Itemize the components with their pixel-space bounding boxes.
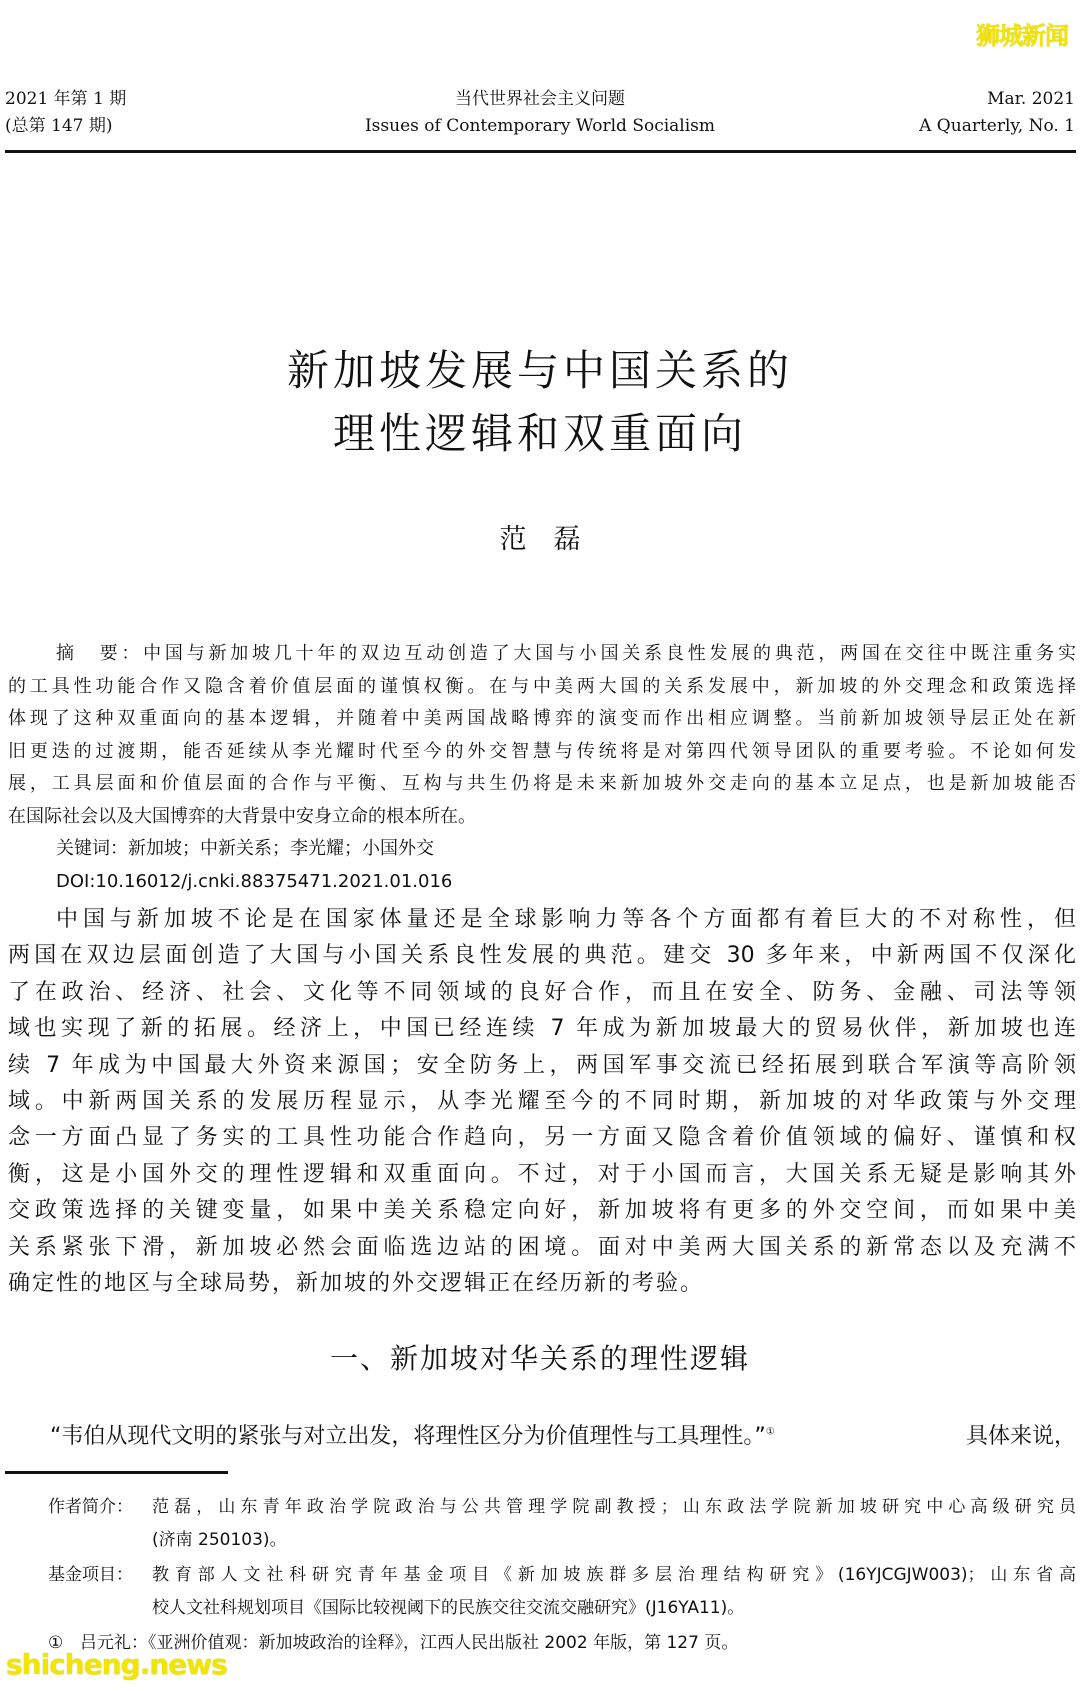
keywords: 关键词：新加坡；中新关系；李光耀；小国外交 [56,838,434,859]
abstract-line: 摘 要：中国与新加坡几十年的双边互动创造了大国与小国关系良性发展的典范，两国在交往中既注重务实 [56,643,1076,664]
body-line: 域也实现了新的拓展。经济上，中国已经连续 7 年成为新加坡最大的贸易伙伴，新加坡也连 [8,1016,1076,1042]
section-heading: 一、新加坡对华关系的理性逻辑 [329,1342,750,1375]
footnote-rule [5,1471,228,1474]
journal-name-en: Issues of Contemporary World Socialism [364,116,716,136]
abstract-line: 的工具性功能合作又隐含着价值层面的谨慎权衡。在与中美两大国的关系发展中，新加坡的外交理念和政策选择 [8,675,1076,697]
header-date [919,86,1075,140]
abstract-line: 旧更迭的过渡期，能否延续从李光耀时代至今的外交智慧与传统将是对第四代领导团队的重要考验。不论如何发 [8,740,1076,762]
watermark-top: 狮城新闻 [976,22,1068,50]
body-line: 两国在双边层面创造了大国与小国关系良性发展的典范。建交 30 多年来，中新两国不仅深化 [8,943,1076,969]
fund-line: 教育部人文社科研究青年基金项目《新加坡族群多层治理结构研究》(16YJCGJW003)；山东省高 [152,1565,1076,1585]
author: 范 磊 [499,524,581,555]
doi: DOI:10.16012/j.cnki.88375471.2021.01.016 [56,870,453,892]
footnote-ref[interactable]: ① [765,1426,775,1438]
body-line: 念一方面凸显了务实的工具性功能合作趋向，另一方面又隐含着价值领域的偏好、谨慎和权 [8,1125,1076,1151]
body-line: 交政策选择的关键变量，如果中美关系稳定向好，新加坡将有更多的外交空间，而如果中美 [8,1198,1076,1224]
header-rule [5,150,1076,153]
fund-label: 基金项目： [48,1565,133,1585]
body-line: 了在政治、经济、社会、文化等不同领域的良好合作，而且在安全、防务、金融、司法等领 [8,979,1076,1005]
fund-line: 校人文社科规划项目《国际比较视阈下的民族交往交流交融研究》(J16YA11)。 [152,1598,745,1618]
title-line-2: 理性逻辑和双重面向 [332,409,747,458]
body-line: 续 7 年成为中国最大外资来源国；安全防务上，两国军事交流已经拓展到联合军演等高阶领 [8,1052,1076,1078]
body-line: 域。中新两国关系的发展历程显示，从李光耀至今的不同时期，新加坡的对华政策与外交理 [8,1089,1076,1115]
header-issue-total: (总第 147 期) [5,116,113,136]
footnote-text: 吕元礼：《亚洲价值观：新加坡政治的诠释》，江西人民出版社 2002 年版，第 127 页。 [80,1633,739,1653]
quote-line [50,1419,1076,1450]
body-paragraph [8,902,1076,1302]
author-bio-line: (济南 250103)。 [152,1530,287,1550]
abstract [8,638,1076,898]
author-bio-label: 作者简介： [48,1497,133,1517]
header-quarterly: A Quarterly, No. 1 [919,116,1075,136]
body-line: 中国与新加坡不论是在国家体量还是全球影响力等各个方面都有着巨大的不对称性，但 [56,907,1076,932]
footnotes [0,1491,1080,1653]
abstract-line: 在国际社会以及大国博弈的大背景中安身立命的根本所在。 [8,805,476,827]
quote-tail: 具体来说， [965,1424,1076,1449]
header-journal [0,86,1080,140]
watermark-bottom: shicheng.news [6,1648,227,1681]
header-month: Mar. 2021 [987,89,1075,109]
journal-name-cn: 当代世界社会主义问题 [455,89,625,109]
title-line-1: 新加坡发展与中国关系的 [286,346,793,395]
footnote-mark: ① [48,1633,64,1653]
author-bio-line: 范磊，山东青年政治学院政治与公共管理学院副教授；山东政法学院新加坡研究中心高级研究员 [152,1497,1076,1517]
body-line: 衡，这是小国外交的理性逻辑和双重面向。不过，对于小国而言，大国关系无疑是影响其外 [8,1161,1076,1187]
abstract-line: 展，工具层面和价值层面的合作与平衡、互构与共生仍将是未来新加坡外交走向的基本立足点，也是新加坡能否 [8,773,1076,794]
body-line: 确定性的地区与全球局势，新加坡的外交逻辑正在经历新的考验。 [8,1271,705,1297]
body-line: 关系紧张下滑，新加坡必然会面临选边站的困境。面对中美两大国关系的新常态以及充满不 [8,1234,1076,1260]
abstract-line: 体现了这种双重面向的基本逻辑，并随着中美两国战略博弈的演变而作出相应调整。当前新加坡领导层正处在新 [8,708,1076,729]
quote-text: “韦伯从现代文明的紧张与对立出发，将理性区分为价值理性与工具理性。” [50,1424,766,1449]
header-issue-line: 2021 年第 1 期 [5,89,127,109]
